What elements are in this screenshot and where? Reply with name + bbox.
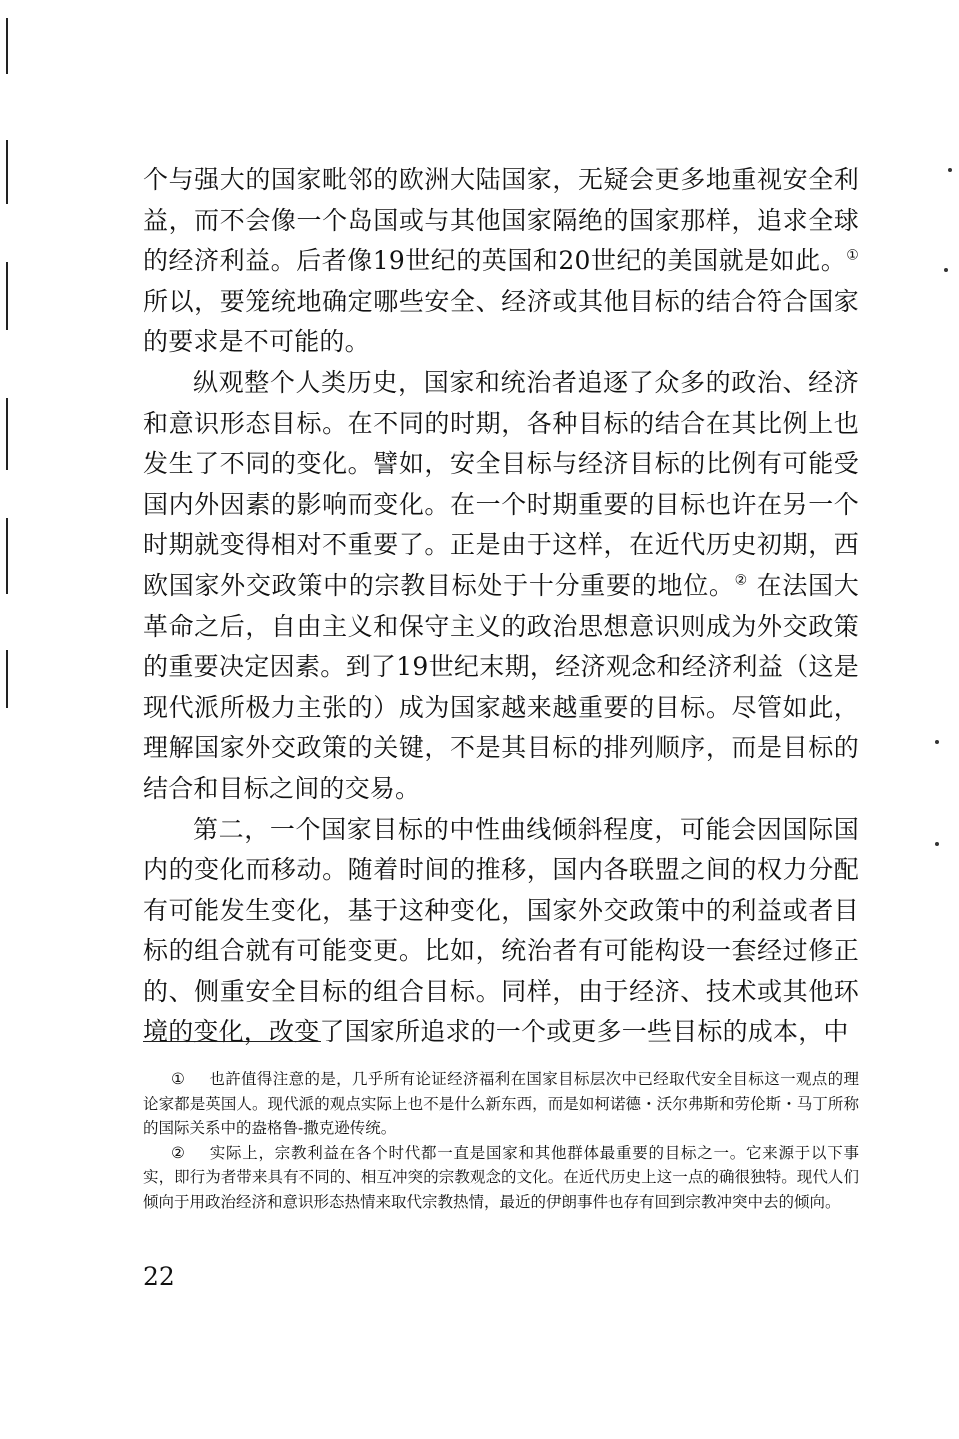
scan-dot [944,268,948,272]
paragraph-1 [143,160,859,363]
scan-edge-mark [6,650,8,708]
paragraph-1-continued: 所以，要笼统地确定哪些安全、经济或其他目标的结合符合国家的要求是不可能的。 [143,286,859,357]
scan-edge-mark [6,398,8,470]
footnote-ref-2: ② [734,572,748,589]
scan-edge-mark [6,18,8,74]
paragraph-3 [143,810,859,1054]
paragraph-3-text: 第二，一个国家目标的中性曲线倾斜程度，可能会因国际国内的变化而移动。随着时间的推移，国内各联盟之间的权力分配有可能发生变化，基于这种变化，国家外交政策中的利益或者目标的组合就有可能变更。比如，统治者有可能构设一套经过修正的、侧重安全目标的组合目标。同样，由于经济、技术或其他环境的变化，改变了国家所追求的一个或更多一些目标的成本，中 [143,814,859,1047]
footnote-2-text: 实际上，宗教利益在各个时代都一直是国家和其他群体最重要的目标之一。它来源于以下事实，即行为者带来具有不同的、相互冲突的宗教观念的文化。在近代历史上这一点的确很独特。现代人们倾向于用政治经济和意识形态热情来取代宗教热情，最近的伊朗事件也存有回到宗教冲突中去的倾向。 [143,1143,859,1211]
scan-edge-mark [6,262,8,330]
scan-dot [935,740,939,744]
scan-edge-mark [6,518,8,594]
paragraph-2 [143,363,859,810]
footnote-divider [143,1041,321,1042]
footnote-1-mark: ① [171,1070,185,1088]
footnote-2-mark: ② [171,1143,185,1162]
scan-dot [935,842,939,846]
paragraph-2-continued: 在法国大革命之后，自由主义和保守主义的政治思想意识则成为外交政策的重要决定因素。到了19世纪末期，经济观念和经济利益（这是现代派所极力主张的）成为国家越来越重要的目标。尽管如此，理解国家外交政策的关键，不是其目标的排列顺序，而是目标的结合和目标之间的交易。 [143,570,859,803]
footnote-2 [143,1141,859,1215]
footnote-1-text: 也許值得注意的是，几乎所有论证经济福利在国家目标层次中已经取代安全目标这一观点的理论家都是英国人。现代派的观点实际上也不是什么新东西，而是如柯诺德・沃尔弗斯和劳伦斯・马丁所称的国际关系中的盎格鲁-撒克逊传统。 [143,1070,859,1137]
paragraph-1-text: 个与强大的国家毗邻的欧洲大陆国家，无疑会更多地重视安全利益，而不会像一个岛国或与其他国家隔绝的国家那样，追求全球的经济利益。后者像19世纪的英国和20世纪的美国就是如此。 [143,165,859,276]
footnotes [143,1067,859,1214]
footnote-1 [143,1067,859,1141]
footnote-ref-1: ① [846,247,859,264]
scan-dot [948,168,952,172]
paragraph-2-text: 纵观整个人类历史，国家和统治者追逐了众多的政治、经济和意识形态目标。在不同的时期，各种目标的结合在其比例上也发生了不同的变化。譬如，安全目标与经济目标的比例有可能受国内外因素的影响而变化。在一个时期重要的目标也许在另一个时期就变得相对不重要了。正是由于这样，在近代历史初期，西欧国家外交政策中的宗教目标处于十分重要的地位。 [143,367,859,600]
scan-edge-mark [6,140,8,204]
body-text [143,160,859,1053]
page-number: 22 [143,1262,175,1291]
